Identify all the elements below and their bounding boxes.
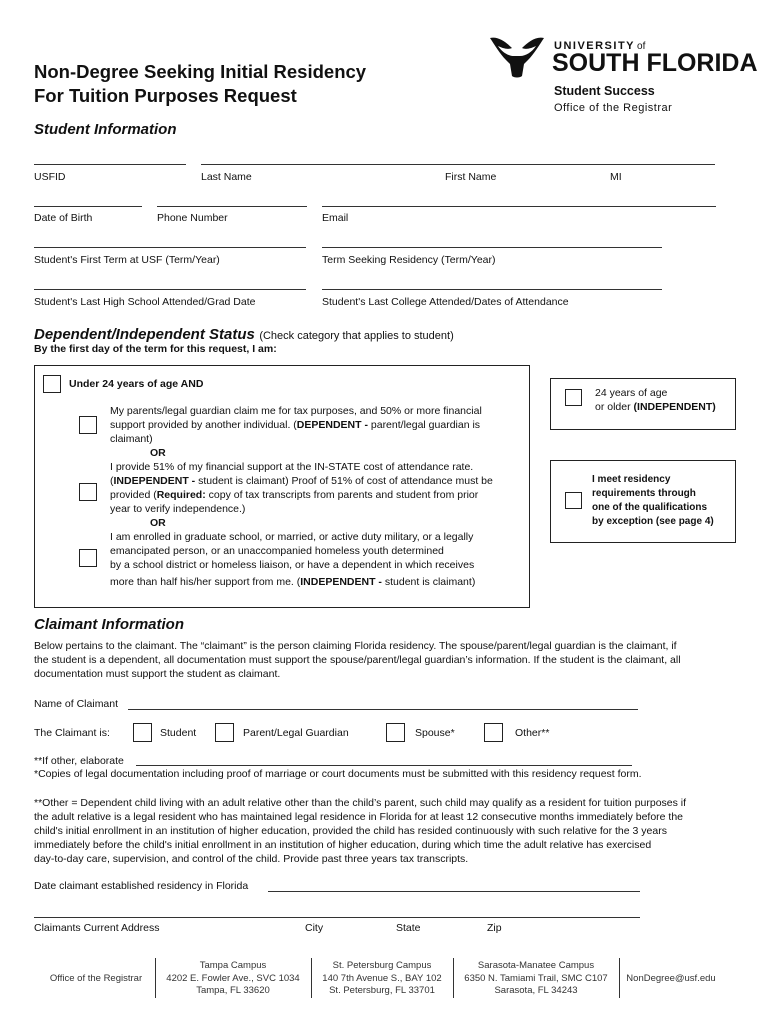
under-24-label: Under 24 years of age AND [69, 378, 204, 390]
claimant-parent-checkbox[interactable] [215, 723, 234, 742]
form-title [34, 60, 366, 108]
other-def-4: immediately before the child's initial enrollment in an institution of higher education, during which time the adult relative has exercised [34, 839, 652, 851]
usfid-field[interactable] [34, 164, 186, 165]
opt2-b-bold: INDEPENDENT - [113, 475, 196, 487]
sarasota-line-3: Sarasota, FL 34243 [494, 985, 578, 996]
exception-line-d: by exception (see page 4) [592, 516, 714, 527]
exception-line-c: one of the qualifications [592, 502, 708, 513]
other-def-5: day-to-day care, supervision, and control of the child. Provide past three years tax transcripts. [34, 853, 469, 865]
logo-of-text: of [637, 41, 646, 52]
opt3-d-end: student is claimant) [381, 576, 476, 588]
elaborate-label: **If other, elaborate [34, 755, 124, 767]
logo-university-text: UNIVERSITY [554, 40, 636, 52]
exception-checkbox[interactable] [565, 492, 582, 509]
first-term-field[interactable] [34, 247, 306, 248]
bull-horns-icon [488, 34, 546, 80]
city-label: City [305, 922, 324, 934]
last-name-label: Last Name [201, 171, 252, 183]
term-seeking-field[interactable] [322, 247, 662, 248]
footer-office: Office of the Registrar [49, 973, 143, 984]
independent-support-checkbox[interactable] [79, 483, 97, 501]
other-def-3: child's initial enrollment in an institution of higher education, provided the child has resided continuously with such relative for the 3 years [34, 825, 667, 837]
over24-b-bold: (INDEPENDENT) [633, 401, 716, 413]
claimant-parent-label: Parent/Legal Guardian [243, 727, 349, 739]
claimant-intro-1: Below pertains to the claimant. The “claimant” is the person claiming Florida residency. The spouse/parent/legal guardian is the claimant, if [34, 640, 677, 652]
claimant-student-label: Student [160, 727, 197, 739]
opt1-b-end: parent/legal guardian is [367, 419, 481, 431]
claimant-intro-3: documentation must support the student as claimant. [34, 668, 281, 680]
opt2-line-d: year to verify independence.) [110, 503, 246, 515]
status-heading: Dependent/Independent Status [34, 326, 255, 343]
dob-field[interactable] [34, 206, 142, 207]
over24-line-a: 24 years of age [595, 387, 668, 399]
over24-line-b [595, 400, 716, 414]
opt3-line-c: by a school district or homeless liaison, or have a dependent in which receives [110, 559, 475, 571]
other-def-2: the adult relative is a legal resident who has maintained legal residence in Florida for at least 12 consecutive months immediately before the [34, 811, 684, 823]
over-24-checkbox[interactable] [565, 389, 582, 406]
student-info-heading: Student Information [34, 121, 177, 138]
email-label: Email [322, 212, 349, 224]
independent-status-checkbox[interactable] [79, 549, 97, 567]
claimant-name-field[interactable] [128, 709, 638, 710]
claimant-intro-2: the student is a dependent, all documentation must support the spouse/parent/legal guardian’s information. If the student is the claimant, all [34, 654, 681, 666]
opt3-line-a: I am enrolled in graduate school, or married, or active duty military, or a legally [110, 531, 474, 543]
over-24-text [595, 386, 716, 414]
claimant-is-label: The Claimant is: [34, 727, 110, 739]
opt1-line-a: My parents/legal guardian claim me for tax purposes, and 50% or more financial [110, 405, 482, 417]
dob-label: Date of Birth [34, 212, 93, 224]
stpete-line-1: St. Petersburg Campus [332, 960, 432, 971]
footer-sarasota [455, 960, 617, 998]
first-term-label: Student's First Term at USF (Term/Year) [34, 254, 220, 266]
footer-divider-4 [619, 958, 620, 998]
opt3-line-d [110, 575, 525, 589]
opt2-c-end: copy of tax transcripts from parents and student from prior [205, 489, 479, 501]
opt1-line-c: claimant) [110, 433, 153, 445]
under-24-checkbox[interactable] [43, 375, 61, 393]
logo-office: Office of the Registrar [554, 102, 673, 114]
elaborate-field[interactable] [136, 765, 632, 766]
status-heading-note: (Check category that applies to student) [259, 330, 454, 342]
stpete-line-2: 140 7th Avenue S., BAY 102 [322, 972, 442, 984]
footer-tampa [158, 960, 308, 998]
first-name-label: First Name [445, 171, 497, 183]
term-seeking-label: Term Seeking Residency (Term/Year) [322, 254, 496, 266]
other-definition [34, 796, 744, 866]
dependent-checkbox[interactable] [79, 416, 97, 434]
last-high-school-field[interactable] [34, 289, 306, 290]
claimant-other-label: Other** [515, 727, 550, 739]
opt2-b-pre: ( [110, 475, 114, 487]
footer-divider-3 [453, 958, 454, 998]
tampa-line-2: 4202 E. Fowler Ave., SVC 1034 [166, 972, 300, 984]
claimant-heading: Claimant Information [34, 616, 185, 633]
address-field[interactable] [34, 917, 640, 918]
over24-b-pre: or older [595, 401, 634, 413]
other-def-1: **Other = Dependent child living with an adult relative other than the child’s parent, such child may qualify as a resident for tuition purposes if [34, 797, 687, 809]
last-high-school-label: Student's Last High School Attended/Grad Date [34, 296, 256, 308]
claimant-other-checkbox[interactable] [484, 723, 503, 742]
exception-line-a: I meet residency [592, 474, 671, 485]
opt2-line-a: I provide 51% of my financial support at the IN-STATE cost of attendance rate. [110, 461, 474, 473]
opt3-line-b: emancipated person, or an unaccompanied homeless youth determined [110, 545, 444, 557]
sarasota-line-1: Sarasota-Manatee Campus [477, 960, 595, 971]
last-college-label: Student's Last College Attended/Dates of Attendance [322, 296, 569, 308]
or-1: OR [150, 447, 166, 459]
usf-logo [488, 32, 758, 122]
stpete-line-3: St. Petersburg, FL 33701 [329, 985, 435, 996]
phone-field[interactable] [157, 206, 307, 207]
copies-note: *Copies of legal documentation including proof of marriage or court documents must be submitted with this residency request form. [34, 768, 642, 780]
last-college-field[interactable] [322, 289, 662, 290]
email-field[interactable] [322, 206, 716, 207]
address-label: Claimants Current Address [34, 922, 160, 934]
footer-stpete [313, 960, 451, 998]
opt3-d-pre: more than half his/her support from me. ( [110, 576, 301, 588]
opt2-b-end: student is claimant) Proof of 51% of cost of attendance must be [195, 475, 493, 487]
opt1-line-b [110, 418, 525, 432]
date-established-label: Date claimant established residency in Florida [34, 880, 249, 892]
opt2-c-bold: Required: [156, 489, 206, 501]
title-line-2: For Tuition Purposes Request [34, 85, 297, 106]
zip-label: Zip [487, 922, 502, 934]
status-heading-row [34, 326, 454, 344]
state-label: State [396, 922, 421, 934]
opt1-b-bold: DEPENDENT - [296, 419, 368, 431]
opt1-b-text: support provided by another individual. ( [110, 419, 297, 431]
or-2: OR [150, 517, 166, 529]
tampa-line-3: Tampa, FL 33620 [196, 985, 270, 996]
claimant-spouse-checkbox[interactable] [386, 723, 405, 742]
name-field[interactable] [201, 164, 715, 165]
sarasota-line-2: 6350 N. Tamiami Trail, SMC C107 [464, 972, 608, 984]
opt2-line-c [110, 488, 525, 502]
logo-university-name: SOUTH FLORIDA [552, 49, 758, 77]
claimant-student-checkbox[interactable] [133, 723, 152, 742]
footer-divider-2 [311, 958, 312, 998]
opt2-c-pre: provided ( [110, 489, 157, 501]
date-established-field[interactable] [268, 891, 640, 892]
claimant-spouse-label: Spouse* [415, 727, 455, 739]
opt3-d-bold: INDEPENDENT - [300, 576, 382, 588]
logo-department: Student Success [554, 84, 655, 98]
tampa-line-1: Tampa Campus [199, 960, 267, 971]
opt2-line-b [110, 474, 525, 488]
claimant-name-label: Name of Claimant [34, 698, 119, 710]
status-subheading: By the first day of the term for this request, I am: [34, 343, 277, 355]
mi-label: MI [610, 171, 622, 183]
title-line-1: Non-Degree Seeking Initial Residency [34, 61, 367, 82]
footer-email-link[interactable]: NonDegree@usf.edu [626, 973, 716, 984]
footer-divider-1 [155, 958, 156, 998]
exception-line-b: requirements through [592, 488, 696, 499]
dependent-option-text [110, 404, 525, 589]
exception-text [592, 473, 714, 529]
phone-label: Phone Number [157, 212, 228, 224]
claimant-intro [34, 639, 744, 681]
usfid-label: USFID [34, 171, 66, 183]
